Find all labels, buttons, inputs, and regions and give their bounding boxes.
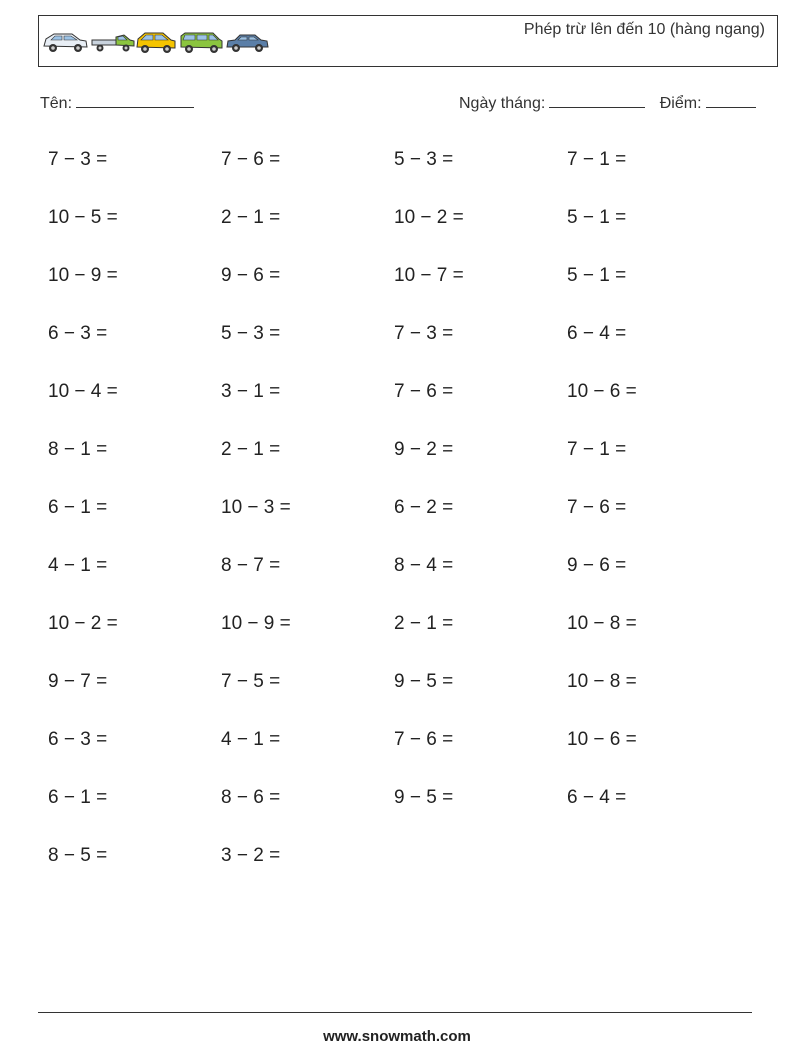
problem-item: 7 − 6 = [221, 149, 281, 170]
problem-item: 10 − 7 = [394, 265, 464, 286]
yellow-car-icon [137, 33, 175, 53]
problem-item: 5 − 3 = [221, 323, 281, 344]
problem-item: 10 − 3 = [221, 497, 291, 518]
problem-item: 4 − 1 = [221, 729, 281, 750]
problem-grid [48, 145, 740, 899]
blue-car-icon [227, 35, 268, 52]
problem-item: 4 − 1 = [48, 555, 108, 576]
problem-item: 5 − 1 = [567, 265, 627, 286]
problem-item: 6 − 4 = [567, 787, 627, 808]
problem-item: 8 − 7 = [221, 555, 281, 576]
worksheet-title: Phép trừ lên đến 10 (hàng ngang) [523, 21, 765, 38]
problem-row [48, 435, 740, 493]
problem-item: 10 − 6 = [567, 729, 637, 750]
problem-row [48, 319, 740, 377]
problem-item: 7 − 1 = [567, 149, 627, 170]
date-score-fields [459, 93, 756, 113]
footer-divider [38, 1012, 752, 1013]
truck-icon [92, 35, 134, 52]
problem-item: 10 − 5 = [48, 207, 118, 228]
white-car-icon [44, 34, 87, 52]
problem-item: 7 − 6 = [394, 729, 454, 750]
problem-row [48, 667, 740, 725]
problem-item: 5 − 1 = [567, 207, 627, 228]
green-van-icon [181, 33, 222, 53]
problem-item: 6 − 1 = [48, 787, 108, 808]
problem-item: 9 − 6 = [567, 555, 627, 576]
score-blank-line[interactable] [706, 93, 756, 108]
problem-item: 10 − 8 = [567, 671, 637, 692]
problem-row [48, 783, 740, 841]
problem-item: 6 − 2 = [394, 497, 454, 518]
problem-row [48, 725, 740, 783]
problem-row [48, 841, 740, 899]
problem-item: 7 − 1 = [567, 439, 627, 460]
problem-item: 6 − 4 = [567, 323, 627, 344]
problem-item: 6 − 3 = [48, 729, 108, 750]
problem-item: 3 − 1 = [221, 381, 281, 402]
problem-item: 8 − 6 = [221, 787, 281, 808]
problem-item: 2 − 1 = [394, 613, 454, 634]
problem-item: 9 − 7 = [48, 671, 108, 692]
problem-item: 2 − 1 = [221, 439, 281, 460]
problem-item: 10 − 2 = [48, 613, 118, 634]
problem-row [48, 261, 740, 319]
problem-row [48, 203, 740, 261]
date-label: Ngày tháng: [459, 95, 546, 112]
problem-item: 7 − 6 = [394, 381, 454, 402]
problem-item: 10 − 2 = [394, 207, 464, 228]
problem-item: 7 − 3 = [48, 149, 108, 170]
problem-item: 7 − 3 = [394, 323, 454, 344]
problem-item: 10 − 8 = [567, 613, 637, 634]
problem-row [48, 609, 740, 667]
problem-item: 8 − 1 = [48, 439, 108, 460]
problem-row [48, 377, 740, 435]
problem-item: 9 − 2 = [394, 439, 454, 460]
problem-item: 10 − 6 = [567, 381, 637, 402]
problem-item: 9 − 5 = [394, 787, 454, 808]
problem-item: 6 − 3 = [48, 323, 108, 344]
problem-item: 9 − 6 = [221, 265, 281, 286]
problem-item: 8 − 5 = [48, 845, 108, 866]
cars-illustration-icon [42, 28, 272, 56]
problem-item: 10 − 4 = [48, 381, 118, 402]
problem-item: 10 − 9 = [48, 265, 118, 286]
problem-row [48, 493, 740, 551]
problem-item: 6 − 1 = [48, 497, 108, 518]
problem-item: 7 − 6 = [567, 497, 627, 518]
problem-item: 10 − 9 = [221, 613, 291, 634]
name-label: Tên: [40, 95, 73, 112]
problem-item: 7 − 5 = [221, 671, 281, 692]
problem-item: 3 − 2 = [221, 845, 281, 866]
name-blank-line[interactable] [76, 93, 194, 108]
score-label: Điểm: [659, 95, 702, 112]
header-box [38, 15, 778, 67]
problem-item: 5 − 3 = [394, 149, 454, 170]
problem-row [48, 551, 740, 609]
problem-item: 8 − 4 = [394, 555, 454, 576]
problem-item: 9 − 5 = [394, 671, 454, 692]
footer-website: www.snowmath.com [323, 1028, 471, 1045]
date-blank-line[interactable] [549, 93, 645, 108]
problem-item: 2 − 1 = [221, 207, 281, 228]
problem-row [48, 145, 740, 203]
name-field [40, 93, 194, 113]
